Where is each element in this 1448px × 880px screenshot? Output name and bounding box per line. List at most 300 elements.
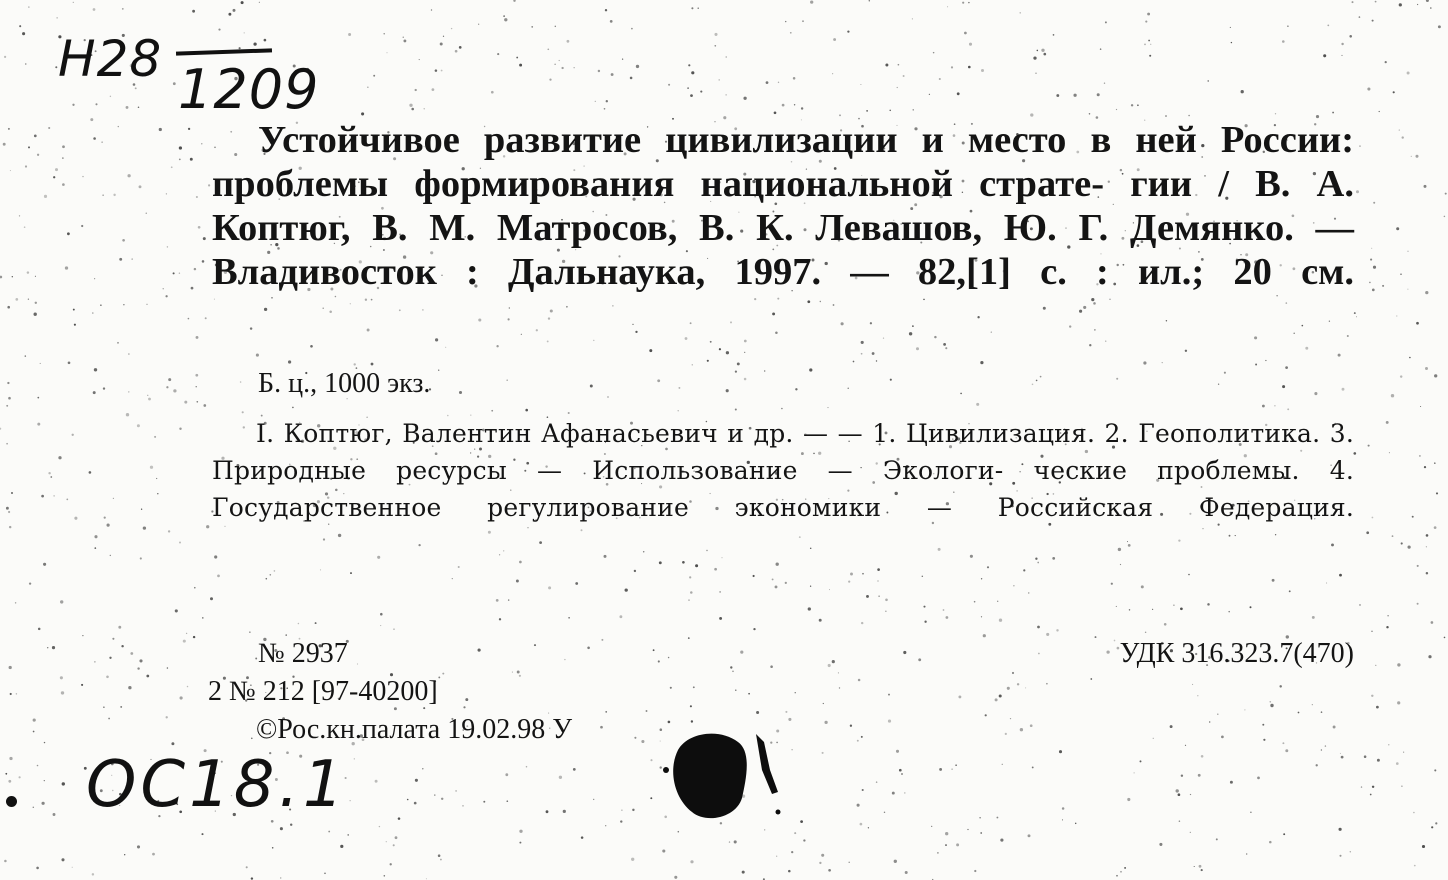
noise-speck bbox=[744, 352, 745, 353]
noise-speck bbox=[192, 10, 195, 13]
noise-speck bbox=[119, 258, 122, 261]
noise-speck bbox=[809, 368, 812, 371]
noise-speck bbox=[1370, 794, 1372, 796]
noise-speck bbox=[1359, 16, 1361, 18]
noise-speck bbox=[690, 591, 693, 594]
noise-speck bbox=[587, 647, 590, 650]
noise-speck bbox=[250, 327, 252, 329]
noise-speck bbox=[350, 572, 352, 574]
noise-speck bbox=[802, 20, 804, 22]
noise-speck bbox=[714, 568, 717, 571]
noise-speck bbox=[1302, 325, 1304, 327]
noise-speck bbox=[350, 800, 351, 801]
noise-speck bbox=[896, 750, 899, 753]
noise-speck bbox=[1438, 25, 1441, 28]
noise-speck bbox=[955, 764, 957, 766]
noise-speck bbox=[290, 823, 292, 825]
noise-speck bbox=[519, 675, 521, 677]
noise-speck bbox=[1396, 315, 1397, 316]
noise-speck bbox=[980, 832, 982, 834]
shelf-number: 1209 bbox=[178, 58, 320, 121]
noise-speck bbox=[735, 371, 737, 373]
noise-speck bbox=[860, 84, 861, 85]
noise-speck bbox=[1244, 709, 1245, 710]
noise-speck bbox=[1079, 310, 1082, 313]
noise-speck bbox=[442, 673, 444, 675]
noise-speck bbox=[1407, 251, 1408, 252]
noise-speck bbox=[407, 799, 409, 801]
noise-speck bbox=[384, 875, 386, 877]
noise-speck bbox=[581, 836, 584, 839]
noise-speck bbox=[280, 877, 281, 878]
noise-speck bbox=[1116, 109, 1117, 110]
noise-speck bbox=[1331, 543, 1334, 546]
noise-speck bbox=[785, 582, 787, 584]
noise-speck bbox=[1012, 672, 1014, 674]
noise-speck bbox=[884, 812, 885, 813]
noise-speck bbox=[868, 827, 869, 828]
noise-speck bbox=[653, 649, 655, 651]
noise-speck bbox=[194, 587, 196, 589]
noise-speck bbox=[1401, 542, 1403, 544]
noise-speck bbox=[190, 158, 193, 161]
noise-speck bbox=[1164, 623, 1167, 626]
noise-speck bbox=[1431, 826, 1433, 828]
noise-speck bbox=[1411, 156, 1412, 157]
noise-speck bbox=[1340, 753, 1341, 754]
noise-speck bbox=[41, 495, 44, 498]
noise-speck bbox=[110, 555, 111, 556]
noise-speck bbox=[898, 64, 900, 66]
noise-speck bbox=[1134, 772, 1135, 773]
noise-speck bbox=[100, 304, 102, 306]
noise-speck bbox=[860, 823, 863, 826]
noise-speck bbox=[923, 299, 925, 301]
noise-speck bbox=[379, 826, 380, 827]
noise-speck bbox=[179, 158, 181, 160]
noise-speck bbox=[1379, 111, 1380, 112]
noise-speck bbox=[1199, 865, 1202, 868]
noise-speck bbox=[943, 609, 945, 611]
noise-speck bbox=[1392, 535, 1394, 537]
noise-speck bbox=[1120, 564, 1121, 565]
noise-speck bbox=[519, 830, 522, 833]
noise-speck bbox=[848, 388, 849, 389]
noise-speck bbox=[8, 397, 11, 400]
noise-speck bbox=[38, 628, 41, 631]
noise-speck bbox=[491, 410, 493, 412]
noise-speck bbox=[636, 65, 639, 68]
noise-speck bbox=[434, 794, 435, 795]
noise-speck bbox=[35, 276, 36, 277]
noise-speck bbox=[1190, 794, 1191, 795]
noise-speck bbox=[573, 768, 576, 771]
noise-speck bbox=[766, 81, 769, 84]
noise-speck bbox=[795, 388, 797, 390]
noise-speck bbox=[858, 679, 861, 682]
noise-speck bbox=[94, 661, 95, 662]
noise-speck bbox=[196, 336, 199, 339]
noise-speck bbox=[1407, 289, 1408, 290]
noise-speck bbox=[266, 578, 268, 580]
noise-speck bbox=[373, 75, 375, 77]
noise-speck bbox=[980, 361, 983, 364]
noise-speck bbox=[659, 561, 662, 564]
noise-speck bbox=[395, 836, 398, 839]
noise-speck bbox=[1426, 572, 1428, 574]
noise-speck bbox=[1030, 724, 1033, 727]
noise-speck bbox=[903, 75, 905, 77]
noise-speck bbox=[1409, 357, 1411, 359]
noise-speck bbox=[1179, 820, 1181, 822]
noise-speck bbox=[999, 619, 1002, 622]
noise-speck bbox=[1352, 1, 1354, 3]
noise-speck bbox=[198, 226, 201, 229]
noise-speck bbox=[658, 660, 660, 662]
noise-speck bbox=[104, 517, 106, 519]
noise-speck bbox=[519, 64, 522, 67]
noise-speck bbox=[1321, 711, 1323, 713]
noise-speck bbox=[166, 193, 167, 194]
noise-speck bbox=[839, 114, 841, 116]
noise-speck bbox=[1388, 744, 1389, 745]
noise-speck bbox=[857, 804, 860, 807]
noise-speck bbox=[463, 706, 465, 708]
noise-speck bbox=[1030, 113, 1033, 116]
noise-speck bbox=[838, 672, 839, 673]
noise-speck bbox=[662, 849, 665, 852]
noise-speck bbox=[259, 2, 260, 3]
noise-speck bbox=[877, 580, 878, 581]
noise-speck bbox=[1149, 55, 1151, 57]
noise-speck bbox=[102, 195, 103, 196]
noise-speck bbox=[939, 768, 942, 771]
noise-speck bbox=[462, 805, 463, 806]
noise-speck bbox=[159, 128, 162, 131]
noise-speck bbox=[550, 309, 553, 312]
noise-speck bbox=[113, 194, 115, 196]
noise-speck bbox=[862, 573, 864, 575]
noise-speck bbox=[73, 2, 74, 3]
noise-speck bbox=[1371, 248, 1372, 249]
noise-speck bbox=[566, 306, 568, 308]
noise-speck bbox=[1143, 361, 1146, 364]
noise-speck bbox=[772, 578, 774, 580]
noise-speck bbox=[438, 854, 441, 857]
noise-speck bbox=[338, 534, 341, 537]
noise-speck bbox=[1145, 632, 1146, 633]
noise-speck bbox=[441, 70, 443, 72]
noise-speck bbox=[848, 581, 850, 583]
noise-speck bbox=[775, 585, 778, 588]
noise-speck bbox=[1116, 875, 1118, 877]
noise-speck bbox=[4, 860, 7, 863]
noise-speck bbox=[1140, 760, 1142, 762]
noise-speck bbox=[1375, 1, 1377, 3]
noise-speck bbox=[531, 26, 533, 28]
noise-speck bbox=[946, 616, 949, 619]
noise-speck bbox=[143, 526, 146, 529]
noise-speck bbox=[1368, 445, 1370, 447]
noise-speck bbox=[29, 582, 31, 584]
noise-speck bbox=[1422, 845, 1425, 848]
noise-speck bbox=[1424, 185, 1427, 188]
noise-speck bbox=[194, 268, 196, 270]
noise-speck bbox=[1025, 687, 1026, 688]
noise-speck bbox=[878, 595, 880, 597]
noise-speck bbox=[509, 307, 510, 308]
noise-speck bbox=[1128, 544, 1131, 547]
noise-speck bbox=[157, 493, 158, 494]
noise-speck bbox=[205, 317, 207, 319]
noise-speck bbox=[43, 563, 46, 566]
noise-speck bbox=[691, 7, 693, 9]
noise-speck bbox=[700, 91, 702, 93]
noise-speck bbox=[11, 492, 13, 494]
noise-speck bbox=[152, 853, 155, 856]
noise-speck bbox=[719, 591, 721, 593]
noise-speck bbox=[504, 18, 507, 21]
noise-speck bbox=[883, 338, 884, 339]
noise-speck bbox=[271, 297, 273, 299]
noise-speck bbox=[1255, 364, 1257, 366]
noise-speck bbox=[820, 301, 821, 302]
noise-speck bbox=[422, 768, 423, 769]
noise-speck bbox=[1293, 333, 1295, 335]
noise-speck bbox=[1137, 104, 1139, 106]
noise-speck bbox=[1202, 528, 1203, 529]
noise-speck bbox=[1430, 7, 1432, 9]
noise-speck bbox=[60, 600, 63, 603]
noise-speck bbox=[555, 26, 556, 27]
noise-speck bbox=[829, 589, 830, 590]
tracing-line: Геополитика. 3. Природные ресурсы — Использование — Экологи- bbox=[212, 419, 1354, 485]
noise-speck bbox=[58, 456, 61, 459]
noise-speck bbox=[869, 0, 870, 1]
noise-speck bbox=[137, 667, 139, 669]
noise-speck bbox=[1124, 867, 1126, 869]
noise-speck bbox=[1417, 565, 1419, 567]
noise-speck bbox=[1209, 721, 1210, 722]
noise-speck bbox=[1287, 408, 1289, 410]
noise-speck bbox=[848, 862, 849, 863]
noise-speck bbox=[409, 104, 412, 107]
noise-speck bbox=[1075, 823, 1076, 824]
noise-speck bbox=[527, 527, 528, 528]
noise-speck bbox=[48, 472, 50, 474]
noise-speck bbox=[440, 859, 442, 861]
noise-speck bbox=[10, 170, 11, 171]
noise-speck bbox=[1403, 752, 1404, 753]
noise-speck bbox=[127, 174, 130, 177]
noise-speck bbox=[90, 118, 93, 121]
noise-speck bbox=[131, 258, 133, 260]
noise-speck bbox=[821, 854, 824, 857]
noise-speck bbox=[1218, 384, 1219, 385]
noise-speck bbox=[625, 588, 628, 591]
noise-speck bbox=[861, 353, 863, 355]
noise-speck bbox=[1037, 626, 1040, 629]
noise-speck bbox=[931, 826, 932, 827]
noise-speck bbox=[1017, 683, 1019, 685]
noise-speck bbox=[1105, 341, 1106, 342]
noise-speck bbox=[1056, 629, 1058, 631]
noise-speck bbox=[1091, 298, 1094, 301]
noise-speck bbox=[1150, 44, 1151, 45]
noise-speck bbox=[897, 87, 898, 88]
noise-speck bbox=[418, 544, 420, 546]
noise-speck bbox=[567, 40, 570, 43]
noise-speck bbox=[1401, 785, 1403, 787]
noise-speck bbox=[1376, 706, 1379, 709]
noise-speck bbox=[445, 347, 446, 348]
noise-speck bbox=[1062, 807, 1065, 810]
noise-speck bbox=[33, 731, 35, 733]
noise-speck bbox=[547, 340, 549, 342]
noise-speck bbox=[785, 21, 786, 22]
noise-speck bbox=[981, 616, 982, 617]
noise-speck bbox=[689, 576, 691, 578]
noise-speck bbox=[776, 856, 777, 857]
noise-speck bbox=[1400, 375, 1402, 377]
noise-speck bbox=[1037, 50, 1039, 52]
noise-speck bbox=[1445, 193, 1447, 195]
noise-speck bbox=[48, 127, 50, 129]
noise-speck bbox=[435, 69, 438, 72]
noise-speck bbox=[794, 832, 796, 834]
noise-speck bbox=[455, 50, 458, 53]
noise-speck bbox=[899, 769, 902, 772]
noise-speck bbox=[251, 738, 253, 740]
noise-speck bbox=[1417, 4, 1418, 5]
noise-speck bbox=[1397, 663, 1400, 666]
noise-speck bbox=[1396, 762, 1399, 765]
noise-speck bbox=[180, 696, 183, 699]
noise-speck bbox=[1095, 636, 1097, 638]
noise-speck bbox=[517, 671, 520, 674]
noise-speck bbox=[819, 862, 821, 864]
noise-speck bbox=[634, 570, 636, 572]
noise-speck bbox=[424, 108, 425, 109]
noise-speck bbox=[41, 802, 44, 805]
ink-blot bbox=[660, 720, 790, 830]
noise-speck bbox=[601, 639, 603, 641]
noise-speck bbox=[506, 379, 508, 381]
noise-speck bbox=[782, 104, 785, 107]
noise-speck bbox=[82, 635, 83, 636]
noise-speck bbox=[82, 176, 83, 177]
noise-speck bbox=[53, 813, 56, 816]
noise-speck bbox=[1339, 574, 1342, 577]
noise-speck bbox=[478, 649, 481, 652]
noise-speck bbox=[1041, 49, 1044, 52]
noise-speck bbox=[432, 88, 435, 91]
noise-speck bbox=[977, 316, 979, 318]
noise-speck bbox=[1399, 129, 1400, 130]
noise-speck bbox=[1375, 665, 1376, 666]
noise-speck bbox=[810, 586, 811, 587]
noise-speck bbox=[598, 70, 600, 72]
noise-speck bbox=[1093, 302, 1096, 305]
noise-speck bbox=[499, 554, 500, 555]
noise-speck bbox=[912, 18, 913, 19]
noise-speck bbox=[1425, 367, 1428, 370]
noise-speck bbox=[4, 56, 6, 58]
noise-speck bbox=[1089, 113, 1091, 115]
noise-speck bbox=[997, 601, 998, 602]
noise-speck bbox=[1145, 21, 1147, 23]
noise-speck bbox=[1201, 755, 1204, 758]
noise-speck bbox=[53, 495, 54, 496]
noise-speck bbox=[828, 869, 831, 872]
noise-speck bbox=[778, 82, 779, 83]
noise-speck bbox=[729, 841, 730, 842]
noise-speck bbox=[1131, 104, 1133, 106]
noise-speck bbox=[1262, 724, 1264, 726]
noise-speck bbox=[1020, 12, 1021, 13]
noise-speck bbox=[735, 690, 736, 691]
noise-speck bbox=[824, 721, 827, 724]
noise-speck bbox=[496, 599, 499, 602]
noise-speck bbox=[1192, 684, 1193, 685]
noise-speck bbox=[340, 845, 343, 848]
noise-speck bbox=[139, 185, 142, 188]
noise-speck bbox=[10, 693, 12, 695]
noise-speck bbox=[36, 867, 39, 870]
noise-speck bbox=[1032, 383, 1034, 385]
noise-speck bbox=[33, 719, 36, 722]
noise-speck bbox=[922, 576, 923, 577]
noise-speck bbox=[173, 82, 176, 85]
noise-speck bbox=[101, 141, 102, 142]
noise-speck bbox=[559, 776, 562, 779]
noise-speck bbox=[939, 78, 941, 80]
noise-speck bbox=[526, 766, 528, 768]
noise-speck bbox=[253, 42, 256, 45]
noise-speck bbox=[415, 779, 418, 782]
noise-speck bbox=[443, 36, 444, 37]
noise-speck bbox=[1361, 786, 1362, 787]
noise-speck bbox=[380, 613, 383, 616]
noise-speck bbox=[137, 424, 140, 427]
noise-speck bbox=[348, 33, 351, 36]
noise-speck bbox=[1265, 360, 1266, 361]
noise-speck bbox=[62, 145, 65, 148]
noise-speck bbox=[776, 563, 779, 566]
noise-speck bbox=[822, 752, 824, 754]
noise-speck bbox=[1372, 20, 1374, 22]
description-line: России: проблемы формирования национальной страте- bbox=[212, 119, 1355, 205]
noise-speck bbox=[743, 97, 746, 100]
noise-speck bbox=[1159, 843, 1162, 846]
noise-speck bbox=[1434, 526, 1437, 529]
noise-speck bbox=[1224, 372, 1226, 374]
noise-speck bbox=[600, 726, 603, 729]
noise-speck bbox=[179, 273, 180, 274]
noise-speck bbox=[605, 711, 607, 713]
noise-speck bbox=[726, 351, 729, 354]
noise-speck bbox=[1083, 306, 1086, 309]
noise-speck bbox=[1372, 289, 1375, 292]
noise-speck bbox=[595, 101, 596, 102]
noise-speck bbox=[95, 103, 97, 105]
noise-speck bbox=[44, 780, 45, 781]
noise-speck bbox=[810, 0, 813, 3]
noise-speck bbox=[726, 56, 727, 57]
noise-speck bbox=[103, 387, 105, 389]
noise-speck bbox=[1359, 145, 1360, 146]
noise-speck bbox=[488, 531, 491, 534]
